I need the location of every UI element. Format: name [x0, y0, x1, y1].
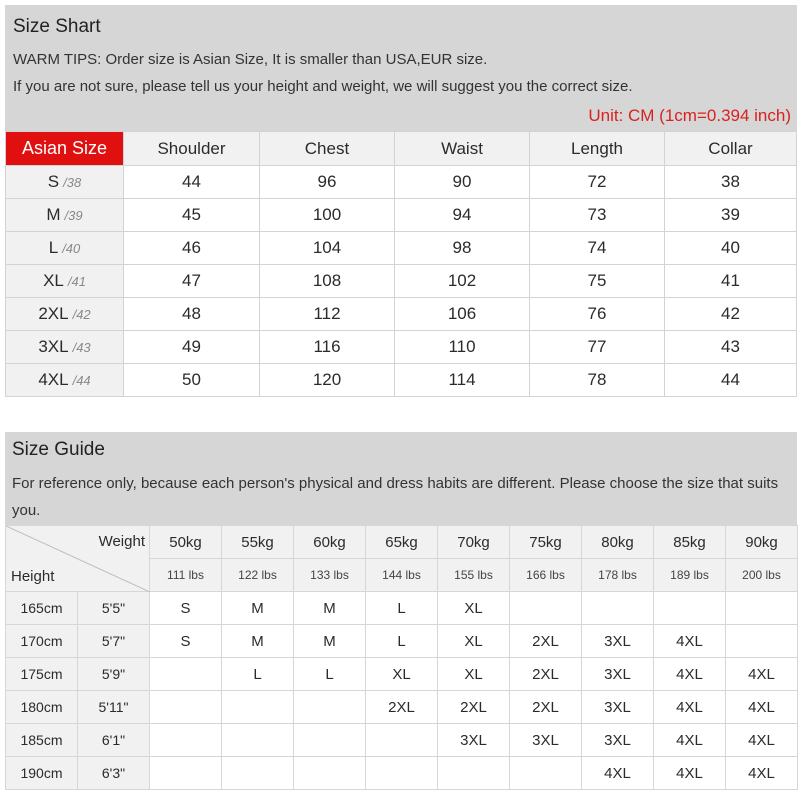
measurement-cell: 41	[665, 265, 797, 298]
measurement-cell: 39	[665, 199, 797, 232]
measurement-cell: 120	[260, 364, 395, 397]
recommended-size-cell: 4XL	[654, 691, 726, 724]
measurement-cell: 78	[530, 364, 665, 397]
recommended-size-cell: 4XL	[654, 724, 726, 757]
weight-kg-cell: 80kg	[582, 526, 654, 559]
measurement-cell: 96	[260, 166, 395, 199]
height-row	[6, 625, 798, 658]
recommended-size-cell: L	[366, 592, 438, 625]
measurement-cell: 49	[124, 331, 260, 364]
weight-height-corner	[6, 526, 150, 592]
recommended-size-cell	[654, 592, 726, 625]
recommended-size-cell: 3XL	[582, 658, 654, 691]
recommended-size-cell: XL	[438, 658, 510, 691]
measurement-cell: 116	[260, 331, 395, 364]
height-ft-cell: 5'7"	[78, 625, 150, 658]
recommended-size-cell: 2XL	[438, 691, 510, 724]
height-ft-cell: 6'1"	[78, 724, 150, 757]
size-chart-header	[5, 5, 797, 131]
size-alt-label: /40	[62, 241, 81, 256]
size-guide-header	[5, 432, 797, 525]
height-cm-cell: 190cm	[6, 757, 78, 790]
recommended-size-cell	[726, 625, 798, 658]
recommended-size-cell: 2XL	[366, 691, 438, 724]
weight-kg-cell: 50kg	[150, 526, 222, 559]
recommended-size-cell: L	[222, 658, 294, 691]
measurement-cell: 77	[530, 331, 665, 364]
size-row	[6, 199, 797, 232]
measurement-cell: 98	[395, 232, 530, 265]
recommended-size-cell	[294, 691, 366, 724]
recommended-size-cell: 4XL	[726, 757, 798, 790]
recommended-size-cell	[150, 691, 222, 724]
measurement-cell: 50	[124, 364, 260, 397]
height-ft-cell: 5'11"	[78, 691, 150, 724]
height-cm-cell: 170cm	[6, 625, 78, 658]
measurement-cell: 40	[665, 232, 797, 265]
recommended-size-cell: 4XL	[654, 625, 726, 658]
recommended-size-cell: M	[294, 592, 366, 625]
weight-kg-cell: 55kg	[222, 526, 294, 559]
measurement-cell: 72	[530, 166, 665, 199]
height-row	[6, 691, 798, 724]
height-row	[6, 724, 798, 757]
size-chart-header-row	[6, 132, 797, 166]
recommended-size-cell: 2XL	[510, 658, 582, 691]
recommended-size-cell	[582, 592, 654, 625]
measurement-cell: 44	[665, 364, 797, 397]
weight-kg-row	[6, 526, 798, 559]
recommended-size-cell: S	[150, 625, 222, 658]
weight-kg-cell: 75kg	[510, 526, 582, 559]
recommended-size-cell	[510, 757, 582, 790]
column-header-collar: Collar	[665, 132, 797, 166]
size-label: XL	[43, 271, 64, 290]
size-alt-label: /39	[64, 208, 83, 223]
reference-note: For reference only, because each person's physical and dress habits are different. Please choose the size that suits you.	[12, 475, 779, 519]
measurement-cell: 76	[530, 298, 665, 331]
recommended-size-cell: 3XL	[582, 625, 654, 658]
recommended-size-cell: M	[294, 625, 366, 658]
height-cm-cell: 175cm	[6, 658, 78, 691]
size-label: 4XL	[38, 370, 69, 389]
size-label: S	[47, 172, 60, 191]
size-row	[6, 166, 797, 199]
height-cm-cell: 185cm	[6, 724, 78, 757]
height-row	[6, 658, 798, 691]
weight-kg-cell: 90kg	[726, 526, 798, 559]
measurement-cell: 43	[665, 331, 797, 364]
recommended-size-cell: L	[294, 658, 366, 691]
size-cell	[6, 364, 124, 397]
measurement-cell: 73	[530, 199, 665, 232]
size-label: M	[46, 205, 61, 224]
recommended-size-cell: 4XL	[582, 757, 654, 790]
recommended-size-cell	[150, 757, 222, 790]
measurement-cell: 94	[395, 199, 530, 232]
height-cm-cell: 180cm	[6, 691, 78, 724]
weight-lbs-cell: 200 lbs	[726, 559, 798, 592]
height-ft-cell: 5'9"	[78, 658, 150, 691]
height-row	[6, 757, 798, 790]
recommended-size-cell: 2XL	[510, 691, 582, 724]
recommended-size-cell: 4XL	[726, 691, 798, 724]
recommended-size-cell	[294, 724, 366, 757]
recommended-size-cell: 4XL	[726, 658, 798, 691]
measurement-cell: 110	[395, 331, 530, 364]
recommended-size-cell	[150, 658, 222, 691]
column-header-asian-size: Asian Size	[6, 132, 124, 166]
recommended-size-cell: 3XL	[582, 691, 654, 724]
measurement-cell: 44	[124, 166, 260, 199]
weight-lbs-cell: 166 lbs	[510, 559, 582, 592]
recommended-size-cell	[150, 724, 222, 757]
measurement-cell: 108	[260, 265, 395, 298]
recommended-size-cell: XL	[366, 658, 438, 691]
size-cell	[6, 331, 124, 364]
recommended-size-cell	[222, 724, 294, 757]
weight-lbs-cell: 144 lbs	[366, 559, 438, 592]
size-chart-table	[5, 131, 797, 397]
size-cell	[6, 232, 124, 265]
recommended-size-cell: L	[366, 625, 438, 658]
size-alt-label: /42	[72, 307, 91, 322]
size-chart-title: Size Shart	[13, 16, 101, 37]
measurement-cell: 75	[530, 265, 665, 298]
weight-lbs-cell: 178 lbs	[582, 559, 654, 592]
column-header-length: Length	[530, 132, 665, 166]
weight-lbs-cell: 189 lbs	[654, 559, 726, 592]
height-axis-label: Height	[11, 568, 55, 585]
measurement-cell: 47	[124, 265, 260, 298]
weight-lbs-cell: 122 lbs	[222, 559, 294, 592]
recommended-size-cell	[510, 592, 582, 625]
recommended-size-cell	[222, 691, 294, 724]
measurement-cell: 100	[260, 199, 395, 232]
weight-axis-label: Weight	[98, 533, 145, 550]
size-label: 3XL	[38, 337, 69, 356]
height-ft-cell: 5'5"	[78, 592, 150, 625]
weight-kg-cell: 70kg	[438, 526, 510, 559]
size-row	[6, 331, 797, 364]
warm-tips-line: WARM TIPS: Order size is Asian Size, It is smaller than USA,EUR size.	[13, 51, 488, 68]
size-row	[6, 265, 797, 298]
measurement-cell: 42	[665, 298, 797, 331]
size-cell	[6, 199, 124, 232]
recommended-size-cell: 2XL	[510, 625, 582, 658]
size-guide-table	[5, 525, 798, 790]
measurement-cell: 38	[665, 166, 797, 199]
weight-lbs-cell: 111 lbs	[150, 559, 222, 592]
recommended-size-cell: XL	[438, 592, 510, 625]
column-header-chest: Chest	[260, 132, 395, 166]
size-cell	[6, 265, 124, 298]
recommended-size-cell	[726, 592, 798, 625]
size-cell	[6, 298, 124, 331]
recommended-size-cell	[438, 757, 510, 790]
size-alt-label: /41	[67, 274, 86, 289]
weight-lbs-cell: 155 lbs	[438, 559, 510, 592]
size-cell	[6, 166, 124, 199]
size-alt-label: /38	[63, 175, 82, 190]
size-guide-title: Size Guide	[12, 439, 105, 460]
size-label: L	[48, 238, 59, 257]
height-row	[6, 592, 798, 625]
measurement-cell: 45	[124, 199, 260, 232]
recommended-size-cell: 3XL	[582, 724, 654, 757]
recommended-size-cell	[366, 724, 438, 757]
size-row	[6, 364, 797, 397]
measurement-cell: 74	[530, 232, 665, 265]
recommended-size-cell	[222, 757, 294, 790]
recommended-size-cell: S	[150, 592, 222, 625]
recommended-size-cell: 4XL	[726, 724, 798, 757]
recommended-size-cell	[366, 757, 438, 790]
recommended-size-cell: XL	[438, 625, 510, 658]
measurement-cell: 106	[395, 298, 530, 331]
measurement-cell: 112	[260, 298, 395, 331]
height-cm-cell: 165cm	[6, 592, 78, 625]
weight-kg-cell: 60kg	[294, 526, 366, 559]
weight-lbs-cell: 133 lbs	[294, 559, 366, 592]
measurement-cell: 104	[260, 232, 395, 265]
size-alt-label: /44	[72, 373, 91, 388]
recommended-size-cell	[294, 757, 366, 790]
suggestion-line: If you are not sure, please tell us your height and weight, we will suggest you the correct size.	[13, 78, 633, 95]
column-header-waist: Waist	[395, 132, 530, 166]
measurement-cell: 90	[395, 166, 530, 199]
measurement-cell: 46	[124, 232, 260, 265]
measurement-cell: 48	[124, 298, 260, 331]
weight-kg-cell: 65kg	[366, 526, 438, 559]
recommended-size-cell: M	[222, 625, 294, 658]
measurement-cell: 114	[395, 364, 530, 397]
recommended-size-cell: 4XL	[654, 757, 726, 790]
column-header-shoulder: Shoulder	[124, 132, 260, 166]
size-row	[6, 298, 797, 331]
size-alt-label: /43	[72, 340, 91, 355]
height-ft-cell: 6'3"	[78, 757, 150, 790]
measurement-cell: 102	[395, 265, 530, 298]
recommended-size-cell: M	[222, 592, 294, 625]
weight-kg-cell: 85kg	[654, 526, 726, 559]
size-label: 2XL	[38, 304, 69, 323]
unit-note: Unit: CM (1cm=0.394 inch)	[588, 106, 791, 125]
recommended-size-cell: 3XL	[510, 724, 582, 757]
size-row	[6, 232, 797, 265]
recommended-size-cell: 4XL	[654, 658, 726, 691]
recommended-size-cell: 3XL	[438, 724, 510, 757]
